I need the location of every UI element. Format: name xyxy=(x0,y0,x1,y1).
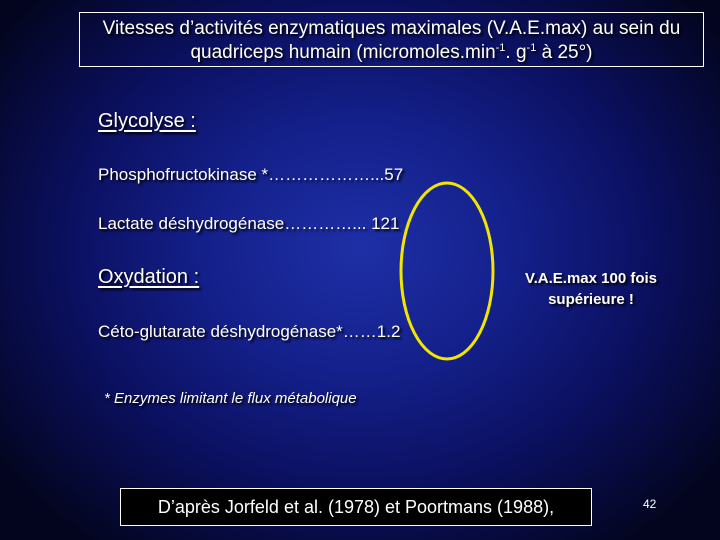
title-line-2-end: à 25°) xyxy=(536,42,593,63)
title-line-2-middle: . g xyxy=(505,42,527,63)
vae-note xyxy=(496,268,686,310)
page-number: 42 xyxy=(643,497,657,511)
footnote: * Enzymes limitant le flux métabolique xyxy=(104,390,357,407)
vae-note-line-1: V.A.E.max 100 fois xyxy=(524,270,658,287)
ceto-glutarate-line: Céto-glutarate déshydrogénase*……1.2 xyxy=(98,322,401,341)
highlight-ellipse-shape xyxy=(401,183,493,359)
highlight-ellipse xyxy=(395,178,499,364)
superscript-minus-one-g: -1 xyxy=(526,42,537,54)
source-citation-box xyxy=(120,488,592,526)
title-line-1: Vitesses d’activités enzymatiques maximales (V.A.E.max) au sein du xyxy=(102,18,681,39)
superscript-minus-one: -1 xyxy=(495,42,506,54)
source-citation: D’après Jorfeld et al. (1978) et Poortmans (1988), xyxy=(157,497,555,517)
title-box xyxy=(79,12,704,67)
oxydation-heading: Oxydation : xyxy=(98,266,200,288)
lactate-dehydrogenase-line: Lactate déshydrogénase…………... 121 xyxy=(98,214,400,233)
title-line-2-start: quadriceps humain (micromoles.min xyxy=(190,42,496,63)
vae-note-line-2: supérieure ! xyxy=(548,291,634,308)
title-line-2 xyxy=(80,41,703,65)
phosphofructokinase-line: Phosphofructokinase *………………...57 xyxy=(98,165,404,184)
glycolyse-heading: Glycolyse : xyxy=(98,110,196,132)
